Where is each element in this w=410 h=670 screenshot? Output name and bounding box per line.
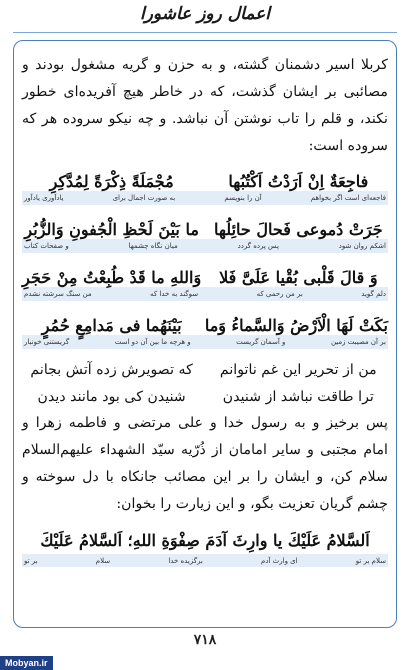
gloss-row [22,554,388,567]
gloss-text: و صفحات کتاب [24,242,69,250]
arabic-poem [22,164,388,349]
verse-row [22,356,388,383]
gloss-text: آن را بنویسم [224,194,262,202]
gloss-row [22,287,388,301]
gloss-row [22,335,388,349]
ziyarat-block [22,528,388,567]
verse-row [22,164,388,191]
verse-row [22,260,388,287]
page-number: ۷۱۸ [193,632,217,648]
verse-left-hemistich: بَیْنَهُما فی مَدامِعٍ حُمُرٍ [41,316,182,335]
gloss-text: سوگند به خدا که [150,290,199,298]
gloss-row [22,191,388,205]
verse-left-hemistich: وَاللهِ ما قَدْ طُبِعْتُ مِنْ حَجَرِ [22,268,202,287]
gloss-text: برگزیده خدا [168,556,203,565]
gloss-text: بر آن مصیبت زمین [330,338,386,346]
gloss-text: گریستنی خونبار [24,338,70,346]
gloss-row [22,239,388,253]
ziyarat-line: اَلسَّلامُ عَلَیْكَ یا وارِثَ آدَمَ صِفْوَةِ اللهِ؛ اَلسَّلامُ عَلَیْكَ [40,531,370,550]
gloss-text: من سنگ سرشته نشدم [24,290,92,298]
gloss-text: فاجعه‌ای است اگر بخواهم [310,194,386,202]
page-content [22,52,388,567]
gloss-text: بر تو [24,556,38,565]
gloss-text: اشکم روان شود [338,242,386,250]
verse-right-hemistich: وَ قالَ قَلْبی بُقْیا عَلَیَّ فَلا [219,268,378,287]
gloss-text: میان نگاه چشمها [128,242,178,250]
gloss-text: و هرچه ما بین آن دو است [114,338,191,346]
verse-row [22,308,388,335]
gloss-text: دلم گوید [361,290,386,298]
verse-right-hemistich: فاجِعَةٌ اِنْ اَرَدْتُ اَكْتُبُها [228,172,369,191]
gloss-text: ای وارث آدم [261,556,298,565]
header-divider [13,32,397,33]
verse-row [22,383,388,410]
verse-right-hemistich: من از تحریر این غم ناتوانم [219,361,377,378]
gloss-text: یادآوری یادآور [24,194,64,202]
gloss-text: سلام [95,556,111,565]
verse-right-hemistich: ترا طاقت نباشد از شنیدن [222,388,374,405]
gloss-text: پس پرده گردد [237,242,279,250]
gloss-text: سلام بر تو [355,556,386,565]
verse-left-hemistich: شنیدن کی بود مانند دیدن [37,388,186,405]
verse-right-hemistich: بَكَتْ لَهَا الْاَرْضُ وَالسَّماءُ وَما [204,316,388,335]
verse-left-hemistich: ما بَیْنَ لَحْظِ الْجُفونِ وَالزُّبُرِ [24,220,199,239]
verse-row [22,212,388,239]
gloss-text: به صورت اجمال برای [112,194,176,202]
verse-left-hemistich: مُجْمَلَةً ذِكْرَةً لِمُدَّكِرِ [49,172,174,191]
closing-paragraph: پس برخیز و به رسول خدا و علی مرتضی و فاطمه زهرا و امام مجتبی و سایر امامان از ذُرّیه سیّد الشهداء علیهم‌السلام سلام کن، و ایشان را بر این مصائب جانکاه با دل سوخته و چشم گریان تعزیت بگو، و این زیارت را بخوان: [22,415,388,512]
gloss-text: بر من رحمی که [256,290,303,298]
gloss-text: و آسمان گریست [236,338,286,346]
persian-poem [22,356,388,410]
intro-paragraph: کربلا اسیر دشمنان گشته، و به حزن و گریه مشغول بودند و مصائبی بر ایشان گذشت، که در خاطر هیچ آفریده‌ای خطور نکند، و قلم را تاب نوشتن آن نباشد. و چه نیکو سروده هر که سروده است: [22,57,388,154]
page-header-title: اعمال روز عاشورا [140,4,270,24]
verse-left-hemistich: که تصویرش زده آتش بجانم [30,361,193,378]
verse-right-hemistich: جَرَتْ دُموعی فَحالَ حائِلُها [214,220,383,239]
site-watermark-label: Mobyan.ir [0,656,53,670]
